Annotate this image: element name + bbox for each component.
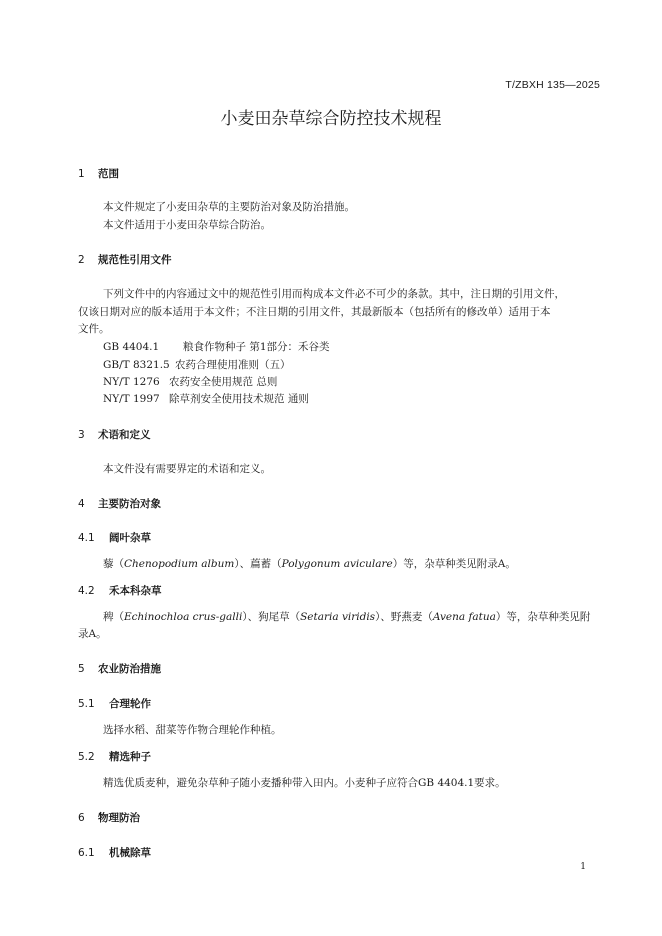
section-title: 物理防治 xyxy=(98,812,140,824)
page-number: 1 xyxy=(580,862,586,872)
normative-reference xyxy=(103,391,309,406)
paragraph: 文件。 xyxy=(78,323,110,335)
text: ）等，杂草种类见附录A。 xyxy=(392,558,516,570)
text: 藜（ xyxy=(103,558,124,570)
reference-code: GB 4404.1 xyxy=(103,341,160,353)
subsection-number: 4.1 xyxy=(78,532,95,544)
section-title: 范围 xyxy=(98,168,119,180)
text: ）、萹蓄（ xyxy=(234,558,282,570)
subsection-4-2-heading xyxy=(78,583,162,598)
section-number: 1 xyxy=(78,168,85,180)
subsection-4-1-heading xyxy=(78,530,151,545)
paragraph: 本文件没有需要界定的术语和定义。 xyxy=(103,463,271,475)
subsection-5-1-heading xyxy=(78,696,151,711)
reference-title: 农药安全使用规范 总则 xyxy=(169,376,278,388)
latin-name: Polygonum aviculare xyxy=(281,558,393,570)
section-number: 2 xyxy=(78,254,85,266)
text: 稗（ xyxy=(103,611,124,623)
section-2-heading xyxy=(78,252,172,267)
reference-code: GB/T 8321.5 xyxy=(103,359,170,371)
latin-name: Setaria viridis xyxy=(300,611,376,623)
section-number: 6 xyxy=(78,812,85,824)
text: ）、野燕麦（ xyxy=(375,611,433,623)
section-number: 3 xyxy=(78,429,85,441)
reference-title: 除草剂安全使用技术规范 通则 xyxy=(169,393,309,405)
reference-code: NY/T 1276 xyxy=(103,376,160,388)
subsection-number: 5.2 xyxy=(78,751,95,763)
section-3-heading xyxy=(78,427,151,442)
reference-code: NY/T 1997 xyxy=(103,393,160,405)
document-number: T/ZBXH 135—2025 xyxy=(505,79,600,91)
subsection-6-1-heading xyxy=(78,845,151,860)
subsection-number: 5.1 xyxy=(78,698,95,710)
paragraph: 本文件规定了小麦田杂草的主要防治对象及防治措施。 xyxy=(103,201,355,213)
subsection-title: 阔叶杂草 xyxy=(109,532,151,544)
section-number: 5 xyxy=(78,663,85,675)
paragraph: 本文件适用于小麦田杂草综合防治。 xyxy=(103,219,271,231)
section-6-heading xyxy=(78,810,140,825)
normative-reference xyxy=(103,374,277,389)
subsection-title: 合理轮作 xyxy=(109,698,151,710)
subsection-title: 机械除草 xyxy=(109,847,151,859)
text: ）、狗尾草（ xyxy=(242,611,301,623)
document-title: 小麦田杂草综合防控技术规程 xyxy=(220,109,442,129)
reference-title: 粮食作物种子 第1部分：禾谷类 xyxy=(183,341,330,353)
paragraph: 仅该日期对应的版本适用于本文件；不注日期的引用文件，其最新版本（包括所有的修改单）适用于本 xyxy=(78,306,551,318)
section-1-heading xyxy=(78,166,119,181)
subsection-title: 精选种子 xyxy=(109,751,151,763)
reference-title: 农药合理使用准则（五） xyxy=(175,359,291,371)
paragraph xyxy=(103,609,590,624)
section-5-heading xyxy=(78,661,161,676)
latin-name: Echinochloa crus-galli xyxy=(124,611,243,623)
section-title: 农业防治措施 xyxy=(98,663,161,675)
paragraph: 选择水稻、甜菜等作物合理轮作种植。 xyxy=(103,724,282,736)
text: ）等，杂草种类见附 xyxy=(495,611,591,623)
subsection-5-2-heading xyxy=(78,749,151,764)
section-4-heading xyxy=(78,496,161,511)
normative-reference xyxy=(103,357,291,372)
section-title: 规范性引用文件 xyxy=(98,254,172,266)
latin-name: Avena fatua xyxy=(432,611,496,623)
section-title: 术语和定义 xyxy=(98,429,151,441)
paragraph: 精选优质麦种，避免杂草种子随小麦播种带入田内。小麦种子应符合GB 4404.1要求。 xyxy=(103,777,506,789)
section-number: 4 xyxy=(78,498,85,510)
subsection-number: 6.1 xyxy=(78,847,95,859)
subsection-title: 禾本科杂草 xyxy=(109,585,162,597)
paragraph xyxy=(103,556,516,571)
subsection-number: 4.2 xyxy=(78,585,95,597)
normative-reference xyxy=(103,339,330,354)
section-title: 主要防治对象 xyxy=(98,498,161,510)
latin-name: Chenopodium album xyxy=(124,558,235,570)
paragraph: 录A。 xyxy=(78,628,107,640)
paragraph: 下列文件中的内容通过文中的规范性引用而构成本文件必不可少的条款。其中，注日期的引用文件， xyxy=(103,288,565,300)
